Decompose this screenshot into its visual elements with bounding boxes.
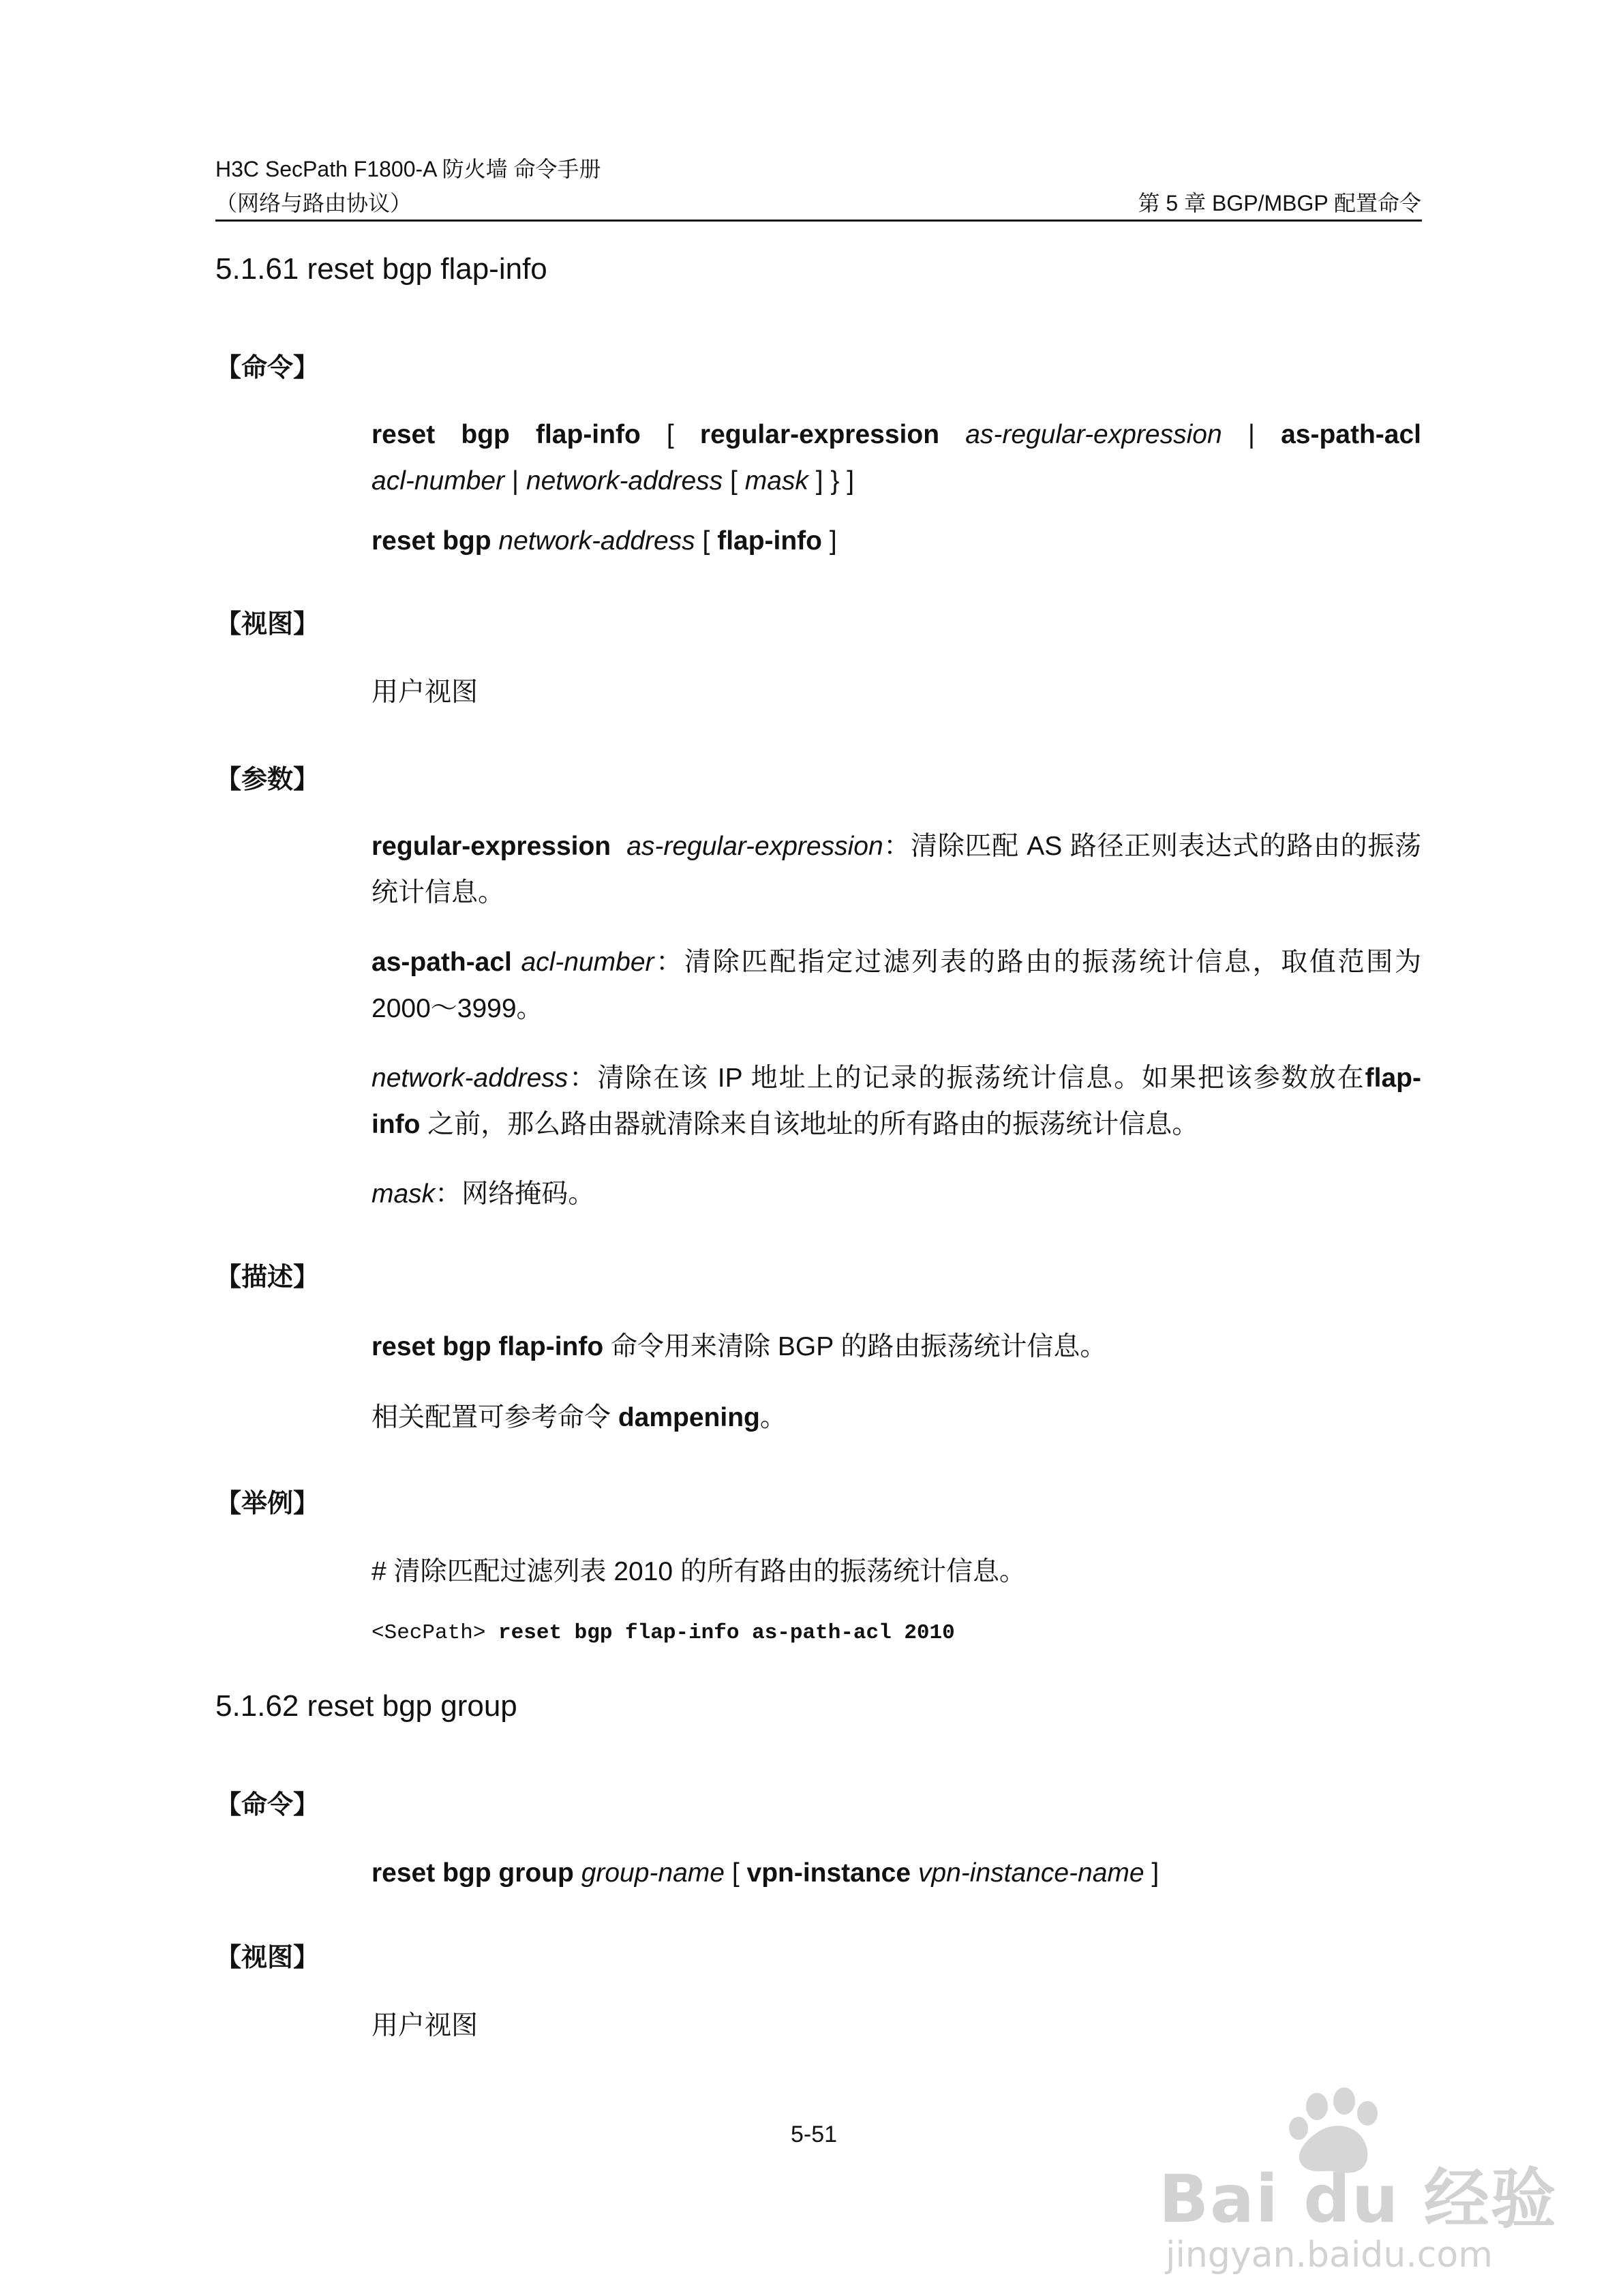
example-code: <SecPath> reset bgp flap-info as-path-acl 2010: [371, 1621, 955, 1645]
section-heading-2: 5.1.62 reset bgp group: [215, 1689, 517, 1723]
param-as-path-acl: as-path-acl acl-number：清除匹配指定过滤列表的路由的振荡统计信息，取值范围为 2000～3999。: [371, 948, 1421, 1023]
header-title: H3C SecPath F1800-A 防火墙 命令手册: [215, 157, 601, 181]
label-description: 【描述】: [215, 1263, 320, 1292]
example-comment: # 清除匹配过滤列表 2010 的所有路由的振荡统计信息。: [371, 1557, 1026, 1586]
view-text-2: 用户视图: [371, 2011, 479, 2040]
param-network-address: network-address：清除在该 IP 地址上的记录的振荡统计信息。如果把该参数放在flap-info 之前，那么路由器就清除来自该地址的所有路由的振荡统计信息。: [371, 1063, 1421, 1139]
header-chapter: 第 5 章 BGP/MBGP 配置命令: [1138, 191, 1421, 215]
section-heading: 5.1.61 reset bgp flap-info: [215, 252, 547, 286]
label-command: 【命令】: [215, 354, 320, 382]
page-number: 5-51: [791, 2121, 838, 2147]
command-syntax-2: reset bgp network-address [ flap-info ]: [371, 526, 837, 556]
param-regular-expression: regular-expression as-regular-expression：清除匹配 AS 路径正则表达式的路由的振荡统计信息。: [371, 832, 1422, 907]
label-view-2: 【视图】: [215, 1944, 320, 1972]
label-view: 【视图】: [215, 610, 320, 639]
param-mask: mask：网络掩码。: [371, 1179, 595, 1209]
label-params: 【参数】: [215, 766, 320, 794]
watermark-url: jingyan.baidu.com: [1166, 2235, 1493, 2276]
view-text: 用户视图: [371, 678, 479, 707]
watermark-logo: Bai du 经验: [1159, 2161, 1558, 2237]
command-syntax-3: reset bgp group group-name [ vpn-instance vpn-instance-name ]: [371, 1858, 1159, 1888]
header-subtitle: （网络与路由协议）: [215, 191, 412, 215]
header-rule: [215, 220, 1422, 222]
description-text: reset bgp flap-info 命令用来清除 BGP 的路由振荡统计信息。: [371, 1332, 1107, 1361]
command-syntax: reset bgp flap-info [ regular-expression as-regular-expression | as-path-acl acl-number | network-address [ mask ] } ]: [371, 420, 1421, 496]
label-command-2: 【命令】: [215, 1791, 320, 1819]
label-example: 【举例】: [215, 1490, 320, 1518]
description-related: 相关配置可参考命令 dampening。: [371, 1403, 787, 1432]
